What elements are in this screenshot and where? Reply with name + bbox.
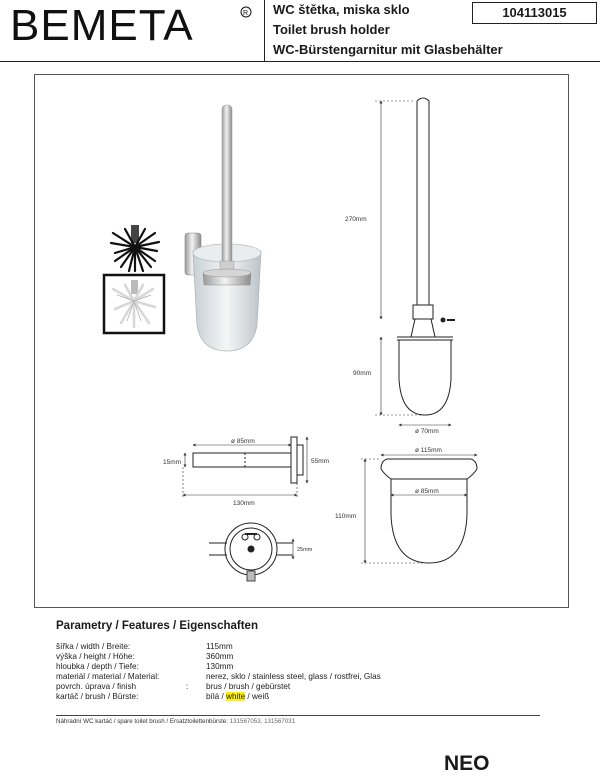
toilet-brush-holder-photo xyxy=(185,105,261,351)
side-elevation-drawing xyxy=(397,98,455,415)
rosette-front-view-drawing xyxy=(209,523,293,581)
title-en: Toilet brush holder xyxy=(273,22,390,37)
dim-wall-height: 15mm xyxy=(163,459,182,466)
technical-drawing-frame xyxy=(34,74,569,608)
spec-value: nerez, sklo / stainless steel, glass / rostfrei, Glas xyxy=(206,672,381,681)
dim-flange-55: 55mm xyxy=(311,458,330,465)
specifications-title: Parametry / Features / Eigenschaften xyxy=(56,620,258,632)
spec-value: brus / brush / gebürstet xyxy=(206,682,291,691)
dim-small-25: 25mm xyxy=(297,547,313,553)
header xyxy=(0,0,600,62)
series-name: NEO xyxy=(444,752,490,775)
spare-brush-row xyxy=(56,715,540,726)
spare-brush-codes: 131567053, 131567031 xyxy=(229,718,296,725)
spec-value: 360mm xyxy=(206,652,234,661)
product-title-block xyxy=(264,0,503,62)
glass-cup-drawing xyxy=(381,459,477,563)
dim-wall-diameter: ø 85mm xyxy=(231,438,255,445)
title-de: WC-Bürstengarnitur mit Glasbehälter xyxy=(273,42,503,57)
black-brush-head-photo xyxy=(111,225,159,271)
spec-row xyxy=(56,652,536,662)
svg-text:R: R xyxy=(243,10,249,17)
spec-label: šířka / width / Breite: xyxy=(56,642,131,651)
dim-height-90: 90mm xyxy=(353,370,372,377)
brand-logo xyxy=(10,4,252,44)
dim-length-270: 270mm xyxy=(345,216,367,223)
specifications-section xyxy=(56,620,536,702)
spec-label: hloubka / depth / Tiefe: xyxy=(56,662,139,671)
brush-color-cz: bílá / xyxy=(206,692,227,701)
spec-label: materiál / material / Material: xyxy=(56,672,160,681)
spare-brush-label: Náhradní WC kartáč / spare toilet brush / Ersatztoilettenbürste: xyxy=(56,718,228,725)
brush-color-highlight: white xyxy=(226,692,246,701)
side-elevation-dimensions xyxy=(375,101,451,425)
technical-drawing xyxy=(35,75,570,609)
spec-value: 130mm xyxy=(206,662,234,671)
title-cz: WC štětka, miska sklo xyxy=(273,2,410,17)
spec-label: povrch. úprava / finish xyxy=(56,682,137,691)
spec-row xyxy=(56,642,536,652)
spec-row-brush xyxy=(56,692,536,702)
dim-glass-diameter-115: ø 115mm xyxy=(415,447,442,454)
spec-value xyxy=(206,692,269,702)
dim-glass-height-110: 110mm xyxy=(335,513,357,520)
spec-row xyxy=(56,662,536,672)
dim-cup-top-diameter: ø 70mm xyxy=(415,428,439,435)
spec-value: 115mm xyxy=(206,642,233,651)
spec-row xyxy=(56,682,536,692)
product-code: 104113015 xyxy=(472,2,597,24)
brand-logo-text: BEMETA xyxy=(10,4,194,44)
spec-label: kartáč / brush / Bürste: xyxy=(56,692,139,701)
bracket-top-view-dimensions xyxy=(183,437,307,499)
white-brush-head-photo xyxy=(104,275,164,333)
brush-color-de: / weiß xyxy=(245,692,270,701)
spec-separator: : xyxy=(186,682,189,691)
spec-label: výška / height / Höhe: xyxy=(56,652,135,661)
spec-row xyxy=(56,672,536,682)
dim-glass-diameter-85: ø 85mm xyxy=(415,488,439,495)
dim-depth-130: 130mm xyxy=(233,500,255,507)
